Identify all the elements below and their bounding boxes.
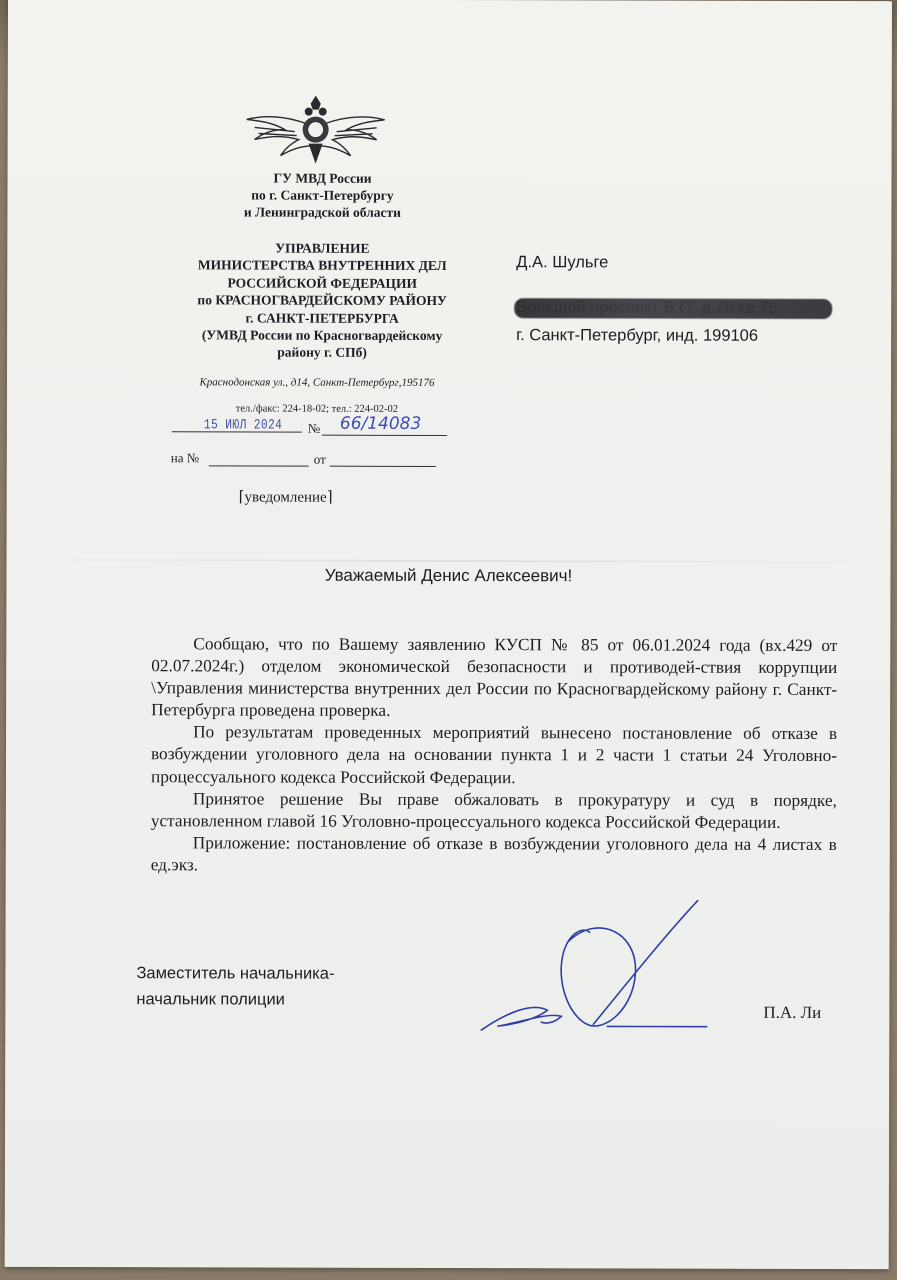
greeting: Уважаемый Денис Алексеевич! [324, 565, 573, 586]
dept-line: УПРАВЛЕНИЕ [275, 240, 370, 256]
reference-line [171, 450, 199, 466]
dept-line: г. САНКТ-ПЕТЕРБУРГА [245, 310, 399, 326]
notice-type: ⌈уведомление⌉ [238, 489, 333, 506]
signatory-name: П.А. Ли [763, 1002, 822, 1022]
org-header [147, 169, 497, 221]
dept-line: (УМВД России по Красногвардейскому [201, 327, 443, 344]
body-paragraph: Приложение: постановление об отказе в возбуждении уголовного дела на 4 листах в ед.экз. [150, 833, 837, 875]
registration-line [172, 413, 452, 444]
signatory-title: Заместитель начальника- начальник полиции [136, 964, 335, 1009]
letter-body [151, 633, 838, 878]
dept-line: по КРАСНОГВАРДЕЙСКОМУ РАЙОНУ [197, 292, 447, 309]
body-paragraph: Сообщаю, что по Вашему заявлению КУСП № 85 от 06.01.2024 года (вх.429 от 02.07.2024г.) отделом экономической безопасности и противодей-ствия коррупции \Управления министерства внутренних дел России по Красногвардейскому району г. Санкт-Петербурга проведена проверка. [151, 634, 838, 721]
org-line: по г. Санкт-Петербургу [251, 187, 394, 203]
body-paragraph: По результатам проведенных мероприятий вынесено постановление об отказе в возбуждении уголовного дела на основании пункта 1 и 2 части 1 статьи 24 Уголовно-процессуального кодекса Российской Федерации. [150, 722, 838, 787]
department-address: Краснодонская ул., д14, Санкт-Петербург,195176 [199, 376, 435, 389]
notice-label: уведомление [244, 489, 327, 506]
registration-number: 66/14083 [339, 413, 422, 434]
dept-line: РОССИЙСКОЙ ФЕДЕРАЦИИ [227, 275, 418, 291]
recipient-name: Д.А. Шульге [516, 253, 609, 272]
number-sign: № [307, 420, 321, 436]
from-label: от [313, 451, 326, 467]
mvd-eagle-emblem-icon [245, 87, 387, 167]
dept-line: району г. СПб) [277, 344, 367, 361]
handwritten-signature-icon [477, 892, 707, 1043]
department-phones: тел./факс: 224-18-02; тел.: 224-02-02 [235, 403, 399, 415]
department-header [147, 239, 497, 362]
org-line: и Ленинградской области [243, 204, 401, 220]
recipient-city: г. Санкт-Петербург, инд. 199106 [516, 326, 759, 345]
body-paragraph: Принятое решение Вы праве обжаловать в прокуратуру и суд в порядке, установленном главой 16 Уголовно-процессуального кодекса Российской Федерации. [150, 788, 837, 832]
redaction-bar [514, 298, 832, 319]
on-no-label: на № [170, 450, 200, 466]
paper-fold [7, 559, 891, 563]
dept-line: МИНИСТЕРСТВА ВНУТРЕННИХ ДЕЛ [197, 257, 447, 274]
letter-page [5, 0, 892, 1269]
date-stamp: 15 ИЮЛ 2024 [203, 417, 283, 434]
org-line: ГУ МВД России [273, 170, 372, 186]
